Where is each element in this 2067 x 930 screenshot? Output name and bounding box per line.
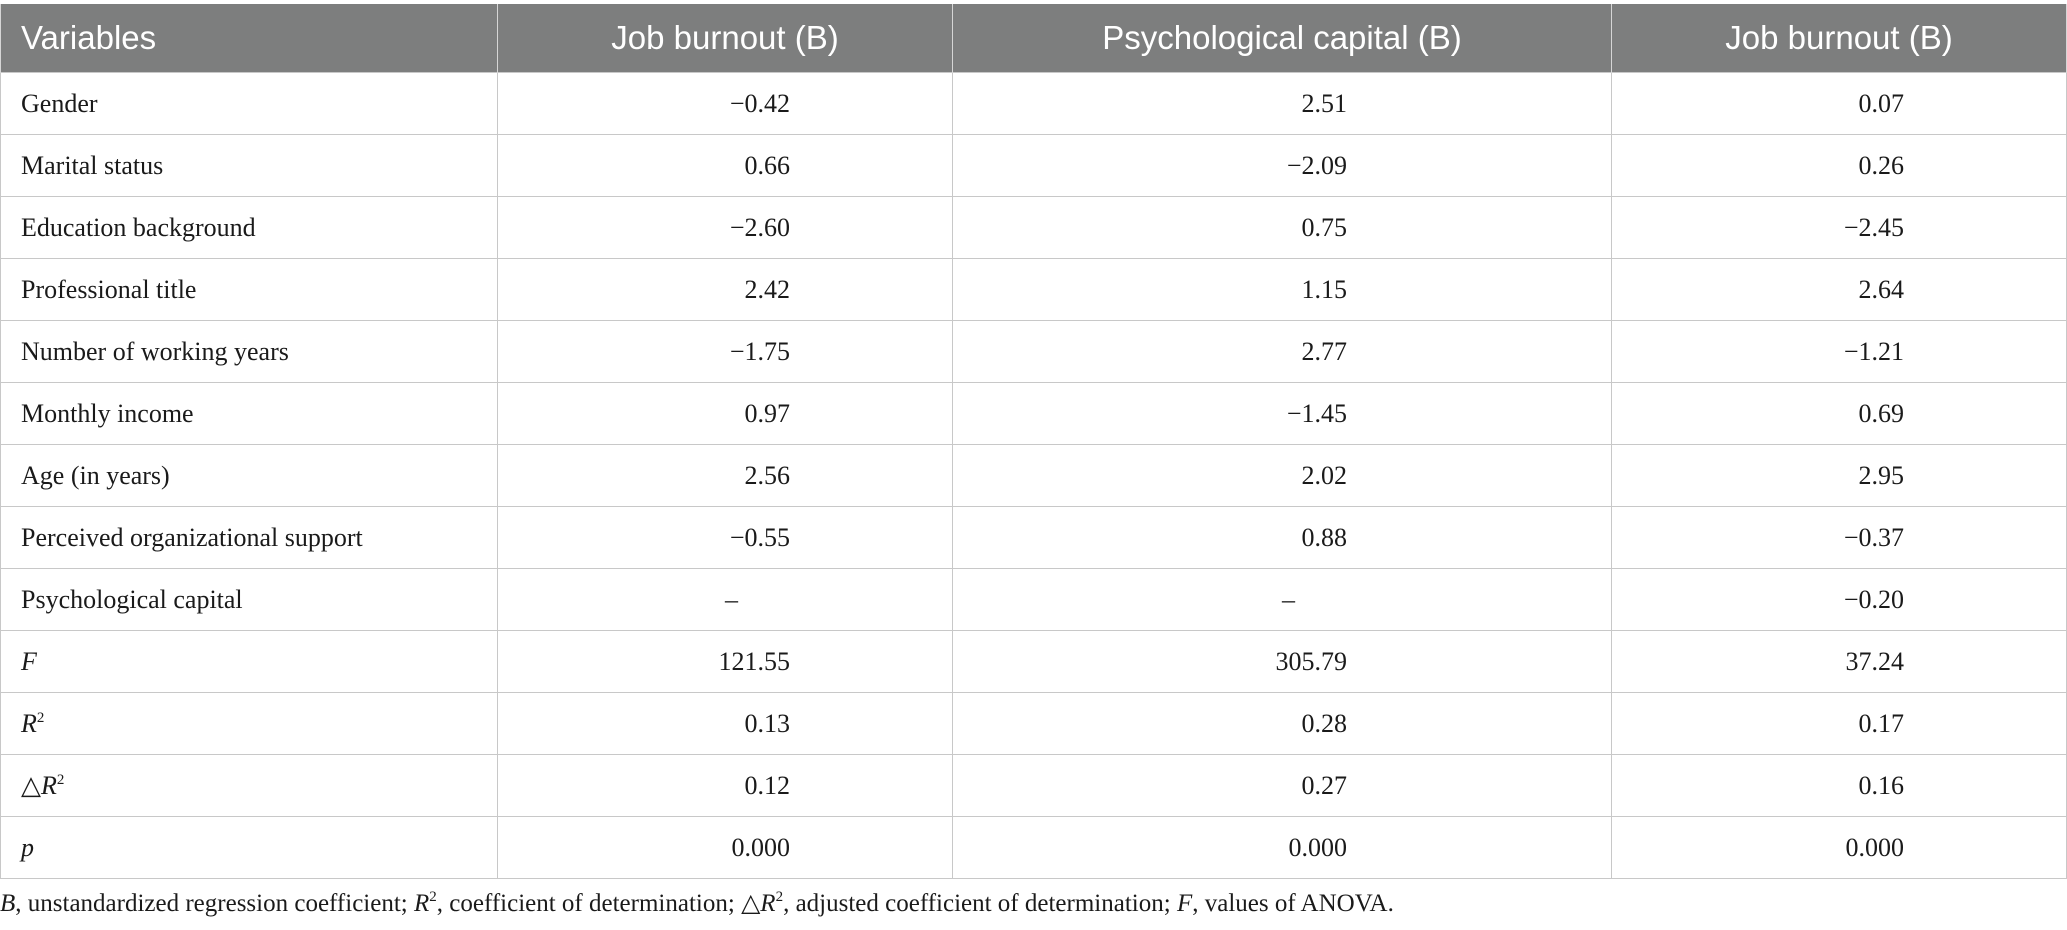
table-footnote	[0, 888, 1394, 918]
cell-value: −2.09	[1286, 150, 1347, 180]
table-cell	[1612, 135, 2067, 197]
table-row	[1, 445, 2067, 507]
cell-value: 2.02	[1301, 460, 1347, 490]
row-label-text: R	[21, 708, 37, 738]
row-label	[1, 755, 498, 817]
table-cell	[1612, 817, 2067, 879]
cell-value: 2.95	[1858, 460, 1904, 490]
table-cell	[953, 507, 1612, 569]
row-label-sup: 2	[36, 709, 45, 726]
table-cell	[1612, 259, 2067, 321]
table-row	[1, 755, 2067, 817]
footnote-dr-symbol: R	[760, 890, 776, 917]
cell-value: 0.13	[744, 708, 790, 738]
row-label	[1, 383, 498, 445]
cell-value: 0.000	[731, 832, 790, 862]
table-cell	[1612, 383, 2067, 445]
footnote-dr-text: , adjusted coefficient of determination;	[783, 890, 1177, 917]
cell-value: 0.88	[1301, 522, 1347, 552]
row-label-text: Psychological capital	[21, 584, 243, 614]
cell-value: −1.21	[1843, 336, 1904, 366]
table-cell	[953, 321, 1612, 383]
table-cell: –	[953, 569, 1612, 631]
row-label	[1, 569, 498, 631]
cell-value: 0.12	[744, 770, 790, 800]
table-cell	[953, 197, 1612, 259]
cell-value: −2.60	[729, 212, 790, 242]
table-cell	[498, 73, 953, 135]
table-cell	[953, 755, 1612, 817]
row-label-text: Marital status	[21, 150, 164, 180]
table-row	[1, 135, 2067, 197]
row-label	[1, 259, 498, 321]
table-row	[1, 631, 2067, 693]
table-row	[1, 73, 2067, 135]
cell-value: 305.79	[1275, 646, 1347, 676]
row-label	[1, 321, 498, 383]
table-row	[1, 507, 2067, 569]
table-cell	[1612, 507, 2067, 569]
cell-value: 2.77	[1301, 336, 1347, 366]
table-cell	[498, 321, 953, 383]
cell-value: −0.37	[1843, 522, 1904, 552]
table-cell	[498, 135, 953, 197]
cell-value: 2.56	[744, 460, 790, 490]
row-label	[1, 135, 498, 197]
row-label-text: Professional title	[21, 274, 197, 304]
cell-value: 1.15	[1301, 274, 1347, 304]
table-cell	[953, 693, 1612, 755]
row-label-text: Education background	[21, 212, 256, 242]
table-row	[1, 321, 2067, 383]
header-variables: Variables	[1, 4, 498, 73]
cell-value: 0.28	[1301, 708, 1347, 738]
table-row	[1, 259, 2067, 321]
header-job-burnout-1: Job burnout (B)	[498, 4, 953, 73]
footnote-r-symbol: R	[413, 890, 430, 917]
table-cell	[498, 445, 953, 507]
cell-value: 37.24	[1845, 646, 1904, 676]
row-label-text: Number of working years	[21, 336, 289, 366]
table-cell	[953, 135, 1612, 197]
table-cell	[1612, 693, 2067, 755]
cell-value: −0.55	[729, 522, 790, 552]
cell-value: −0.20	[1843, 584, 1904, 614]
table-row	[1, 693, 2067, 755]
table-cell	[1612, 755, 2067, 817]
delta-symbol: △	[21, 770, 41, 800]
table-cell	[1612, 197, 2067, 259]
table-row	[1, 197, 2067, 259]
table-cell	[498, 817, 953, 879]
cell-value: 2.64	[1858, 274, 1904, 304]
row-label	[1, 631, 498, 693]
row-label	[1, 445, 498, 507]
cell-value: 2.42	[744, 274, 790, 304]
cell-value: 0.27	[1301, 770, 1347, 800]
cell-value: 121.55	[718, 646, 790, 676]
table-cell	[953, 817, 1612, 879]
cell-value: 0.69	[1858, 398, 1904, 428]
header-psychological-capital: Psychological capital (B)	[953, 4, 1612, 73]
cell-value: 0.17	[1858, 708, 1904, 738]
cell-value: −2.45	[1843, 212, 1904, 242]
table-cell	[953, 259, 1612, 321]
row-label	[1, 73, 498, 135]
table-row	[1, 817, 2067, 879]
cell-value: 2.51	[1301, 88, 1347, 118]
table-cell	[1612, 73, 2067, 135]
header-job-burnout-2: Job burnout (B)	[1612, 4, 2067, 73]
table-cell	[498, 755, 953, 817]
table-cell	[498, 383, 953, 445]
footnote-dr-sup: 2	[775, 889, 784, 905]
table-row	[1, 383, 2067, 445]
cell-value: 0.000	[1845, 832, 1904, 862]
table-body	[1, 73, 2067, 879]
row-label-text: Perceived organizational support	[21, 522, 363, 552]
row-label	[1, 817, 498, 879]
table-cell	[953, 73, 1612, 135]
table-header	[1, 4, 2067, 73]
footnote-f-symbol: F	[1176, 890, 1193, 917]
table-cell	[498, 693, 953, 755]
table-cell	[498, 197, 953, 259]
footnote-r-text: , coefficient of determination;	[436, 890, 742, 917]
cell-value: 0.75	[1301, 212, 1347, 242]
table-cell: –	[498, 569, 953, 631]
table-cell	[498, 631, 953, 693]
cell-value: −1.75	[729, 336, 790, 366]
table-cell	[953, 383, 1612, 445]
table-cell	[1612, 321, 2067, 383]
cell-value: 0.97	[744, 398, 790, 428]
row-label	[1, 197, 498, 259]
footnote-delta-symbol: △	[741, 890, 761, 917]
cell-value: 0.000	[1288, 832, 1347, 862]
footnote-b-symbol: B	[0, 890, 16, 917]
table-row	[1, 569, 2067, 631]
regression-table	[0, 4, 2067, 879]
row-label-sup: 2	[56, 771, 65, 788]
row-label-text: Gender	[21, 88, 98, 118]
row-label-text: p	[21, 832, 34, 862]
row-label-text: Age (in years)	[21, 460, 170, 490]
row-label	[1, 693, 498, 755]
cell-value: −0.42	[729, 88, 790, 118]
table-cell	[953, 631, 1612, 693]
cell-value: 0.66	[744, 150, 790, 180]
cell-value: 0.26	[1858, 150, 1904, 180]
table-cell	[953, 445, 1612, 507]
row-label-text: R	[41, 770, 57, 800]
cell-value: 0.07	[1858, 88, 1904, 118]
footnote-r-sup: 2	[429, 889, 437, 905]
header-row	[1, 4, 2067, 73]
table-cell	[498, 259, 953, 321]
row-label-text: Monthly income	[21, 398, 194, 428]
table-cell	[1612, 569, 2067, 631]
cell-value: 0.16	[1858, 770, 1904, 800]
row-label-text: F	[21, 646, 37, 676]
footnote-b-text: , unstandardized regression coefficient;	[15, 890, 414, 917]
cell-value: −1.45	[1286, 398, 1347, 428]
table-cell	[1612, 631, 2067, 693]
footnote-f-text: , values of ANOVA.	[1192, 890, 1394, 917]
row-label	[1, 507, 498, 569]
table-cell	[498, 507, 953, 569]
table-cell	[1612, 445, 2067, 507]
